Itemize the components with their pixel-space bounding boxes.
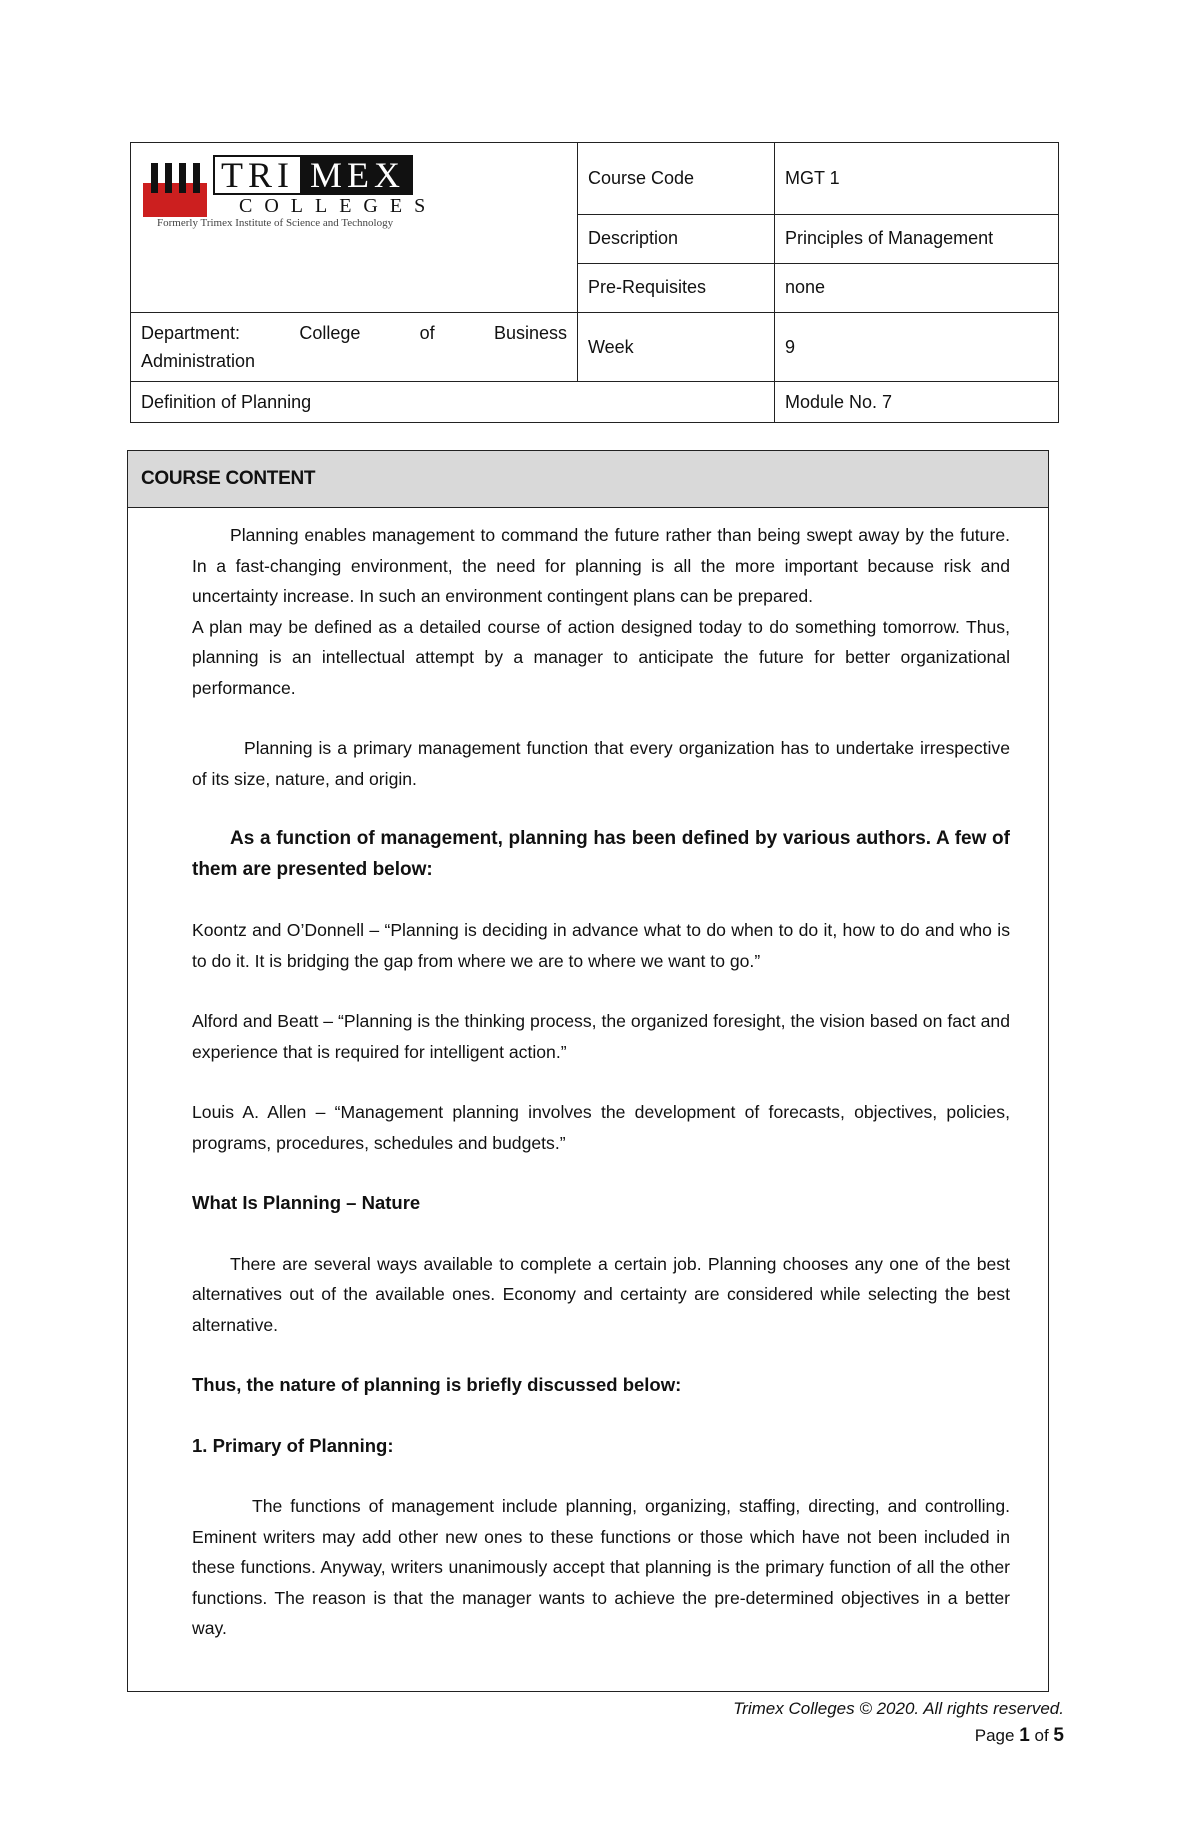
course-content-heading: COURSE CONTENT: [128, 451, 1048, 508]
page-number: 1: [1019, 1725, 1030, 1746]
course-content-body: [128, 508, 1048, 1644]
of-word: of: [1034, 1726, 1049, 1745]
paragraph-intro: Planning enables management to command the future rather than being swept away by the future. In a fast-changing environment, the need for planning is all the more important because risk and uncertainty increase. In such an environment contingent plans can be prepared.: [192, 525, 1010, 606]
topic-title: Definition of Planning: [131, 382, 775, 423]
paragraph-plan-definition: A plan may be defined as a detailed course of action designed today to do something tomorrow. Thus, planning is an intellectual attempt by a manager to anticipate the future for better organizational performance.: [192, 616, 1010, 698]
department-label: Department:: [141, 323, 241, 343]
week-value: 9: [775, 313, 1059, 382]
department-line2: Administration: [141, 351, 256, 371]
department-cell: [131, 313, 578, 382]
heading-primary-of-planning: 1. Primary of Planning:: [192, 1434, 394, 1456]
course-code-value: MGT 1: [775, 143, 1059, 215]
copyright-notice: Trimex Colleges © 2020. All rights reserved.: [733, 1699, 1064, 1718]
prerequisites-label: Pre-Requisites: [578, 263, 775, 312]
week-label: Week: [578, 313, 775, 382]
page-total: 5: [1053, 1725, 1064, 1746]
page-word: Page: [974, 1726, 1015, 1745]
logo-mark-icon: [143, 163, 207, 217]
logo-subtitle: COLLEGES: [239, 195, 438, 217]
description-value: Principles of Management: [775, 214, 1059, 263]
prerequisites-value: none: [775, 263, 1059, 312]
page-counter: [733, 1722, 1064, 1749]
logo-word-left: TRI: [213, 155, 302, 195]
heading-nature: What Is Planning – Nature: [192, 1192, 421, 1213]
trimex-logo: [143, 151, 573, 231]
logo-wordmark: [213, 155, 413, 195]
logo-formerly: Formerly Trimex Institute of Science and Technology: [157, 217, 394, 229]
quote-alford: Alford and Beatt – “Planning is the thinking process, the organized foresight, the vision based on fact and experience that is required for intelligent action.”: [192, 1011, 1010, 1062]
department-word-1: College: [299, 323, 361, 343]
course-code-label: Course Code: [578, 143, 775, 215]
department-word-2: of: [419, 323, 435, 343]
quote-allen: Louis A. Allen – “Management planning involves the development of forecasts, objectives, policies, programs, procedures, schedules and budgets.”: [192, 1102, 1010, 1153]
paragraph-several-ways: There are several ways available to complete a certain job. Planning chooses any one of the best alternatives out of the available ones. Economy and certainty are considered while selecting the best alternative.: [192, 1253, 1010, 1335]
description-label: Description: [578, 214, 775, 263]
paragraph-authors-intro: As a function of management, planning has been defined by various authors. A few of them are presented below:: [192, 828, 1010, 880]
page-footer: [733, 1695, 1064, 1749]
logo-cell: [131, 143, 578, 313]
course-info-table: [130, 142, 1059, 423]
module-number: Module No. 7: [775, 382, 1059, 423]
paragraph-functions: The functions of management include planning, organizing, staffing, directing, and controlling. Eminent writers may add other new ones to these functions or those which have not been included in these functions. Anyway, writers unanimously accept that planning is the primary function of all the other functions. The reason is that the manager wants to achieve the pre-determined objectives in a better way.: [192, 1496, 1010, 1638]
quote-koontz: Koontz and O’Donnell – “Planning is deciding in advance what to do when to do it, how to do and who is to do it. It is bridging the gap from where we are to where we want to go.”: [192, 920, 1010, 971]
department-word-3: Business: [493, 323, 567, 343]
logo-word-right: MEX: [302, 155, 413, 195]
heading-nature-discussed: Thus, the nature of planning is briefly discussed below:: [192, 1374, 682, 1395]
course-content-box: [127, 450, 1049, 1692]
paragraph-primary-function: Planning is a primary management function that every organization has to undertake irrespective of its size, nature, and origin.: [192, 738, 1010, 789]
